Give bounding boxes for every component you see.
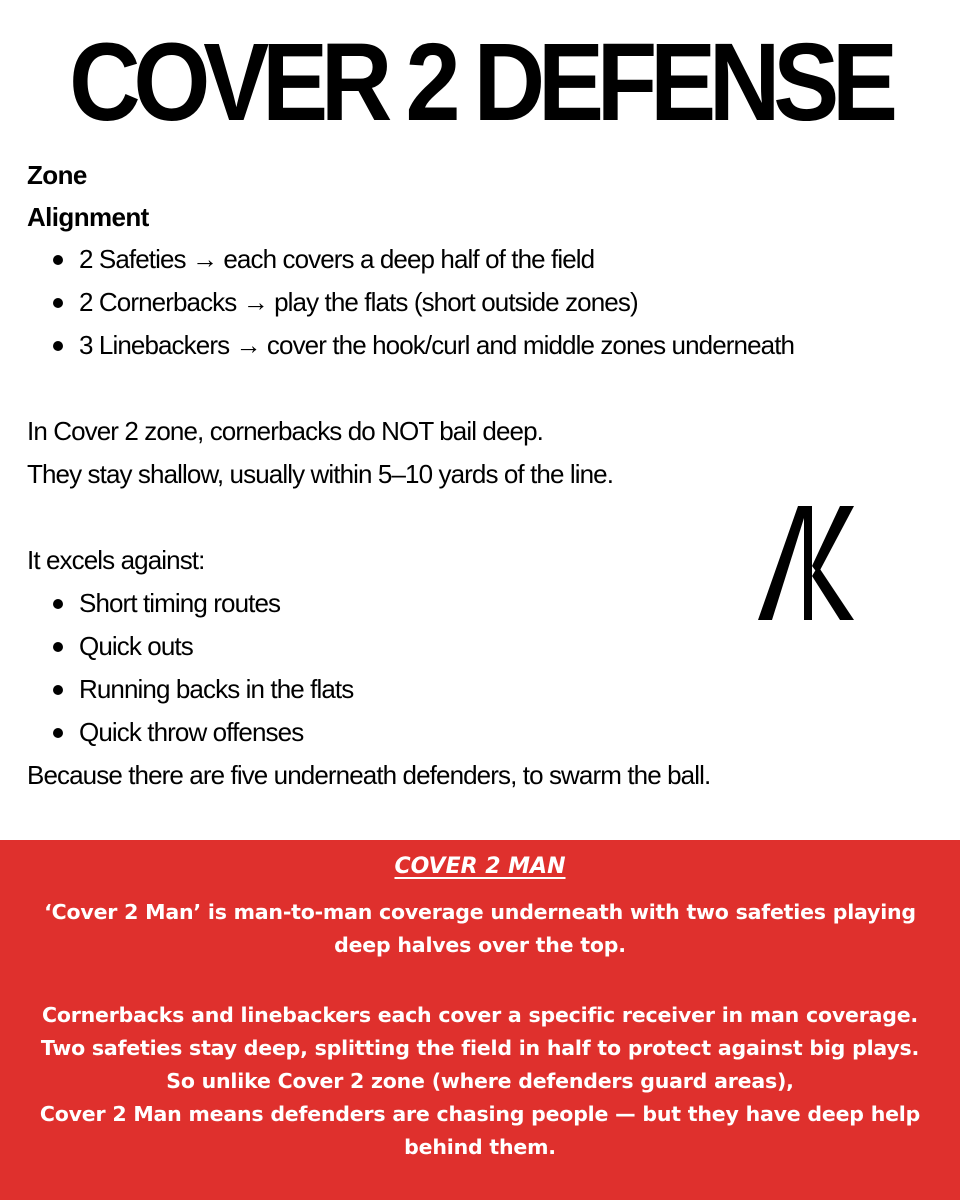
because-text: Because there are five underneath defenders, to swarm the ball.: [27, 760, 711, 790]
list-item: Quick throw offenses: [27, 711, 927, 754]
excels-heading: It excels against:: [27, 545, 205, 575]
alignment-heading: Alignment: [27, 202, 149, 232]
ak-monogram-logo-icon: [758, 506, 854, 620]
list-item: 3 Linebackers → cover the hook/curl and middle zones underneath: [27, 324, 927, 367]
cover-2-man-body: [10, 896, 950, 1164]
alignment-list: [27, 238, 927, 367]
detail-line: Cover 2 Man means defenders are chasing people — but they have deep help: [39, 1102, 921, 1126]
spacer: [10, 962, 950, 999]
list-item: 2 Cornerbacks → play the flats (short outside zones): [27, 281, 927, 324]
intro-line: deep halves over the top.: [334, 933, 626, 957]
list-item: Running backs in the flats: [27, 668, 927, 711]
detail-line: So unlike Cover 2 zone (where defenders guard areas),: [166, 1069, 794, 1093]
list-item: 2 Safeties → each covers a deep half of the field: [27, 238, 927, 281]
cover-2-man-heading: COVER 2 MAN: [394, 854, 566, 879]
list-item: Quick outs: [27, 625, 927, 668]
intro-line: ‘Cover 2 Man’ is man-to-man coverage underneath with two safeties playing: [44, 900, 916, 924]
zone-note-line: They stay shallow, usually within 5–10 yards of the line.: [27, 459, 614, 489]
zone-note-line: In Cover 2 zone, cornerbacks do NOT bail deep.: [27, 416, 543, 446]
detail-line: Cornerbacks and linebackers each cover a specific receiver in man coverage.: [42, 1003, 918, 1027]
detail-line: behind them.: [404, 1135, 556, 1159]
detail-line: Two safeties stay deep, splitting the field in half to protect against big plays.: [40, 1036, 920, 1060]
cover-2-man-panel: [0, 840, 960, 1200]
spacer: [27, 367, 927, 410]
zone-heading: Zone: [27, 160, 87, 190]
main-content: [27, 154, 927, 797]
page-title: COVER 2 DEFENSE: [69, 21, 891, 144]
list-item: Short timing routes: [27, 582, 927, 625]
